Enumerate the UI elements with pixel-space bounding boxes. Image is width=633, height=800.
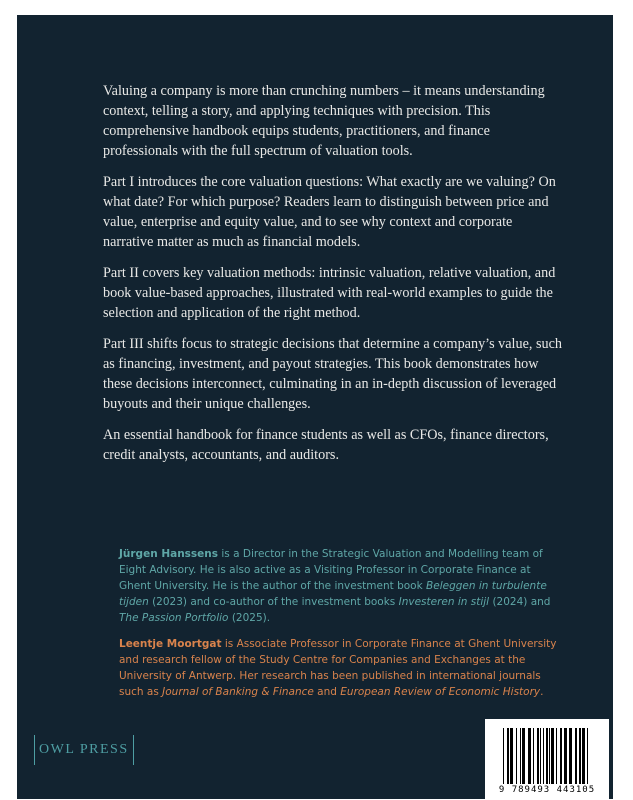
bio-text: (2025).: [228, 612, 271, 624]
blurb: [103, 81, 565, 476]
blurb-paragraph-1: Valuing a company is more than crunching numbers – it means understanding context, telling a story, and applying techniques with precision. This comprehensive handbook equips students, practitioners, and finance professionals with the full spectrum of valuation tools.: [103, 83, 545, 159]
journal-title: Journal of Banking & Finance: [162, 686, 314, 698]
barcode-bar: [528, 728, 531, 784]
bio-text: and: [313, 686, 341, 698]
book-title: Investeren in stijl: [398, 596, 490, 608]
bio-text: (2024) and: [489, 596, 551, 608]
author-bio-hanssens: [119, 546, 559, 626]
author-name-hanssens: Jürgen Hanssens: [119, 548, 219, 560]
bio-text: (2023) and co-author of the investment books: [148, 596, 399, 608]
journal-title: European Review of Economic History: [340, 686, 541, 698]
barcode-bar: [564, 728, 567, 784]
isbn-number: 9 789493 443105: [498, 785, 596, 795]
barcode-bar: [533, 728, 534, 784]
barcode-bar: [582, 728, 585, 784]
publisher-name: OWL PRESS: [39, 742, 129, 757]
bio-text: is Associate Professor in Corporate Finance at Ghent University and research fellow of the Study Centre for Companies and Exchanges at the University of Antwerp. Her research has been published in international journals such as: [119, 638, 557, 698]
barcode-bar: [551, 728, 554, 784]
barcode-bar: [556, 728, 557, 784]
barcode-bar: [575, 728, 577, 784]
barcode-bar: [510, 728, 513, 784]
barcode-bar: [560, 728, 562, 784]
back-cover: [17, 15, 613, 799]
blurb-paragraph-2: Part I introduces the core valuation questions: What exactly are we valuing? On what date? For which purpose? Readers learn to distinguish between price and value, enterprise and equity value, and to see why context and corporate narrative matter as much as financial models.: [103, 174, 556, 250]
barcode-bar: [579, 728, 581, 784]
barcode-bar: [507, 728, 509, 784]
barcode-bar: [546, 728, 548, 784]
barcode-area: [485, 719, 609, 799]
bio-text: .: [540, 686, 544, 698]
barcode-bar: [543, 728, 544, 784]
author-bios: [119, 546, 559, 710]
bio-text: is a Director in the Strategic Valuation and Modelling team of Eight Advisory. He is also active as a Visiting Professor in Corporate Finance at Ghent University. He is the author of the investment book: [119, 548, 543, 592]
author-bio-moortgat: [119, 636, 559, 700]
publisher-logo: [34, 735, 134, 765]
author-name-moortgat: Leentje Moortgat: [119, 638, 222, 650]
barcode-bar: [520, 728, 521, 784]
blurb-paragraph-3: Part II covers key valuation methods: intrinsic valuation, relative valuation, and book value-based approaches, illustrated with real-world examples to guide the selection and application of the right method.: [103, 265, 556, 321]
barcode-bar: [537, 728, 539, 784]
blurb-paragraph-4: Part III shifts focus to strategic decisions that determine a company’s value, such as financing, investment, and payout strategies. This book demonstrates how these decisions interconnect, culminating in an in-depth discussion of leveraged buyouts and their unique challenges.: [103, 336, 562, 412]
barcode-bar: [516, 728, 517, 784]
blurb-paragraph-5: An essential handbook for finance students as well as CFOs, finance directors, credit analysts, accountants, and auditors.: [103, 427, 549, 463]
barcode-bar: [540, 728, 541, 784]
barcode-icon: [503, 728, 591, 784]
barcode-bar: [569, 728, 572, 784]
barcode-bar: [503, 728, 504, 784]
barcode-bar: [549, 728, 550, 784]
barcode-bar: [587, 728, 588, 784]
book-title: The Passion Portfolio: [119, 612, 229, 624]
barcode-bar: [522, 728, 525, 784]
book-title: Beleggen in turbulente tijden: [119, 580, 547, 608]
